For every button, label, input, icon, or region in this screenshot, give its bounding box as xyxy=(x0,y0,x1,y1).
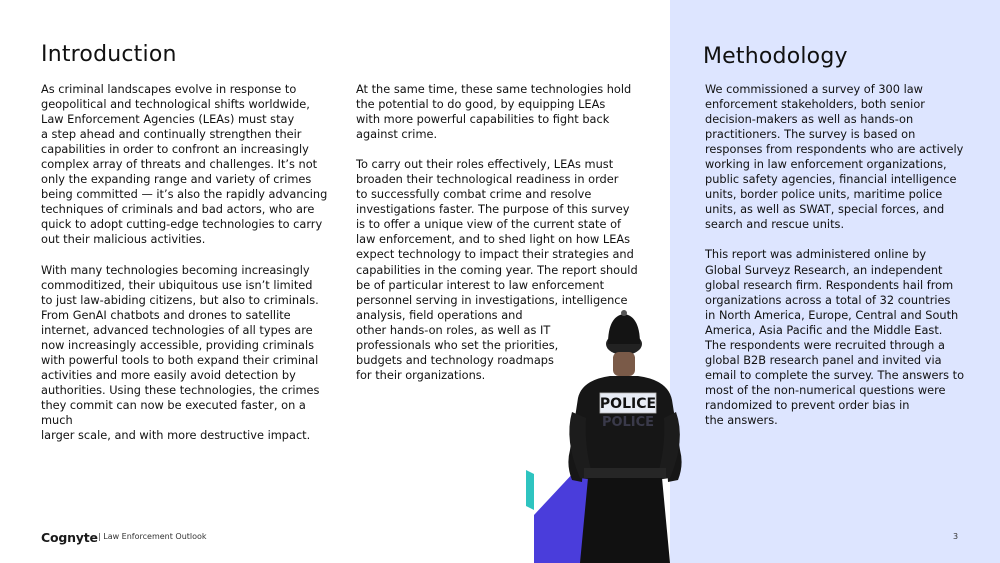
text-line: capabilities in the coming year. The report should xyxy=(356,262,638,277)
text-line: complex array of threats and challenges. It’s not xyxy=(41,157,318,172)
text-line: public safety agencies, financial intelligence xyxy=(705,172,957,187)
text-line: against crime. xyxy=(356,127,438,142)
cognyte-logo: Cognyte xyxy=(41,530,98,545)
text-line: other hands-on roles, as well as IT xyxy=(356,322,551,337)
text-line: practitioners. The survey is based on xyxy=(705,127,916,142)
text-line: internet, advanced technologies of all types are xyxy=(41,322,313,337)
intro-paragraph-1 xyxy=(41,82,341,248)
text-line: now increasingly accessible, providing criminals xyxy=(41,337,315,352)
text-line: only the expanding range and variety of crimes xyxy=(41,172,312,187)
methodology-column xyxy=(705,82,970,443)
text-line: As criminal landscapes evolve in response to xyxy=(41,82,297,96)
text-line: global research firm. Respondents hail from xyxy=(705,277,954,292)
police-officer-image xyxy=(520,300,705,563)
text-line: organizations across a total of 32 countries xyxy=(705,292,951,307)
text-line: they commit can now be executed faster, on a much xyxy=(41,397,306,427)
text-line: to successfully combat crime and resolve xyxy=(356,187,592,202)
text-line: responses from respondents who are actively xyxy=(705,142,964,157)
text-line: To carry out their roles effectively, LEAs must xyxy=(356,157,614,172)
methodology-paragraph-1 xyxy=(705,82,970,232)
footer-subtitle: | Law Enforcement Outlook xyxy=(98,532,207,541)
text-line: This report was administered online by xyxy=(705,247,927,262)
text-line: expect technology to impact their strategies and xyxy=(356,247,634,262)
text-line: Law Enforcement Agencies (LEAs) must stay xyxy=(41,112,295,127)
text-line: enforcement stakeholders, both senior xyxy=(705,97,925,112)
teal-accent-shape xyxy=(526,470,534,510)
text-line: budgets and technology roadmaps xyxy=(356,352,554,367)
text-line: decision-makers as well as hands-on xyxy=(705,112,914,127)
text-line: geopolitical and technological shifts worldwide, xyxy=(41,97,310,112)
intro-paragraph-3 xyxy=(356,82,641,142)
text-line: most of the non-numerical questions were xyxy=(705,382,946,397)
text-line: search and rescue units. xyxy=(705,217,845,232)
text-line: investigations faster. The purpose of this survey xyxy=(356,202,630,217)
text-line: being committed — it’s also the rapidly advancing xyxy=(41,187,328,202)
text-line: with powerful tools to both expand their criminal xyxy=(41,352,319,367)
text-line: With many technologies becoming increasingly xyxy=(41,262,310,277)
text-line: America, Asia Pacific and the Middle East. xyxy=(705,322,943,337)
text-line: units, as well as SWAT, special forces, and xyxy=(705,202,945,217)
text-line: is to offer a unique view of the current state of xyxy=(356,217,622,232)
text-line: units, border police units, maritime police xyxy=(705,187,943,202)
methodology-heading: Methodology xyxy=(703,44,848,69)
text-line: a step ahead and continually strengthen their xyxy=(41,127,302,142)
text-line: We commissioned a survey of 300 law xyxy=(705,82,923,96)
text-line: randomized to prevent order bias in xyxy=(705,397,910,412)
text-line: At the same time, these same technologies hold xyxy=(356,82,632,96)
page-number: 3 xyxy=(953,532,959,541)
text-line: the answers. xyxy=(705,412,778,427)
text-line: quick to adopt cutting-edge technologies to carry xyxy=(41,217,323,232)
text-line: the potential to do good, by equipping LEAs xyxy=(356,97,606,112)
text-line: email to complete the survey. The answers to xyxy=(705,367,965,382)
introduction-column-1 xyxy=(41,82,341,458)
intro-paragraph-2 xyxy=(41,263,341,444)
text-line: law enforcement, and to shed light on how LEAs xyxy=(356,232,631,247)
text-line: with more powerful capabilities to fight back xyxy=(356,112,610,127)
methodology-paragraph-2 xyxy=(705,247,970,428)
text-line: Global Surveyz Research, an independent xyxy=(705,262,943,277)
text-line: The respondents were recruited through a xyxy=(705,337,945,352)
text-line: commoditized, their ubiquitous use isn’t limited xyxy=(41,277,313,292)
text-line: global B2B research panel and invited via xyxy=(705,352,942,367)
police-reflective-text: POLICE xyxy=(601,415,655,430)
text-line: be of particular interest to law enforcement xyxy=(356,277,605,292)
introduction-heading: Introduction xyxy=(41,42,177,67)
text-line: in North America, Europe, Central and South xyxy=(705,307,959,322)
text-line: larger scale, and with more destructive impact. xyxy=(41,428,311,443)
text-line: From GenAI chatbots and drones to satellite xyxy=(41,307,291,322)
text-line: working in law enforcement organizations, xyxy=(705,157,947,172)
text-line: to just law-abiding citizens, but also to criminals. xyxy=(41,292,319,307)
text-line: activities and more easily avoid detection by xyxy=(41,367,296,382)
text-line: professionals who set the priorities, xyxy=(356,337,559,352)
text-line: analysis, field operations and xyxy=(356,307,523,322)
text-line: techniques of criminals and bad actors, who are xyxy=(41,202,315,217)
text-line: for their organizations. xyxy=(356,367,486,382)
text-line: capabilities in order to confront an increasingly xyxy=(41,142,309,157)
police-badge-text: POLICE xyxy=(599,396,657,412)
text-line: personnel serving in investigations, intelligence xyxy=(356,292,628,307)
text-line: broaden their technological readiness in order xyxy=(356,172,619,187)
text-line: authorities. Using these technologies, the crimes xyxy=(41,382,320,397)
text-line: out their malicious activities. xyxy=(41,232,206,247)
